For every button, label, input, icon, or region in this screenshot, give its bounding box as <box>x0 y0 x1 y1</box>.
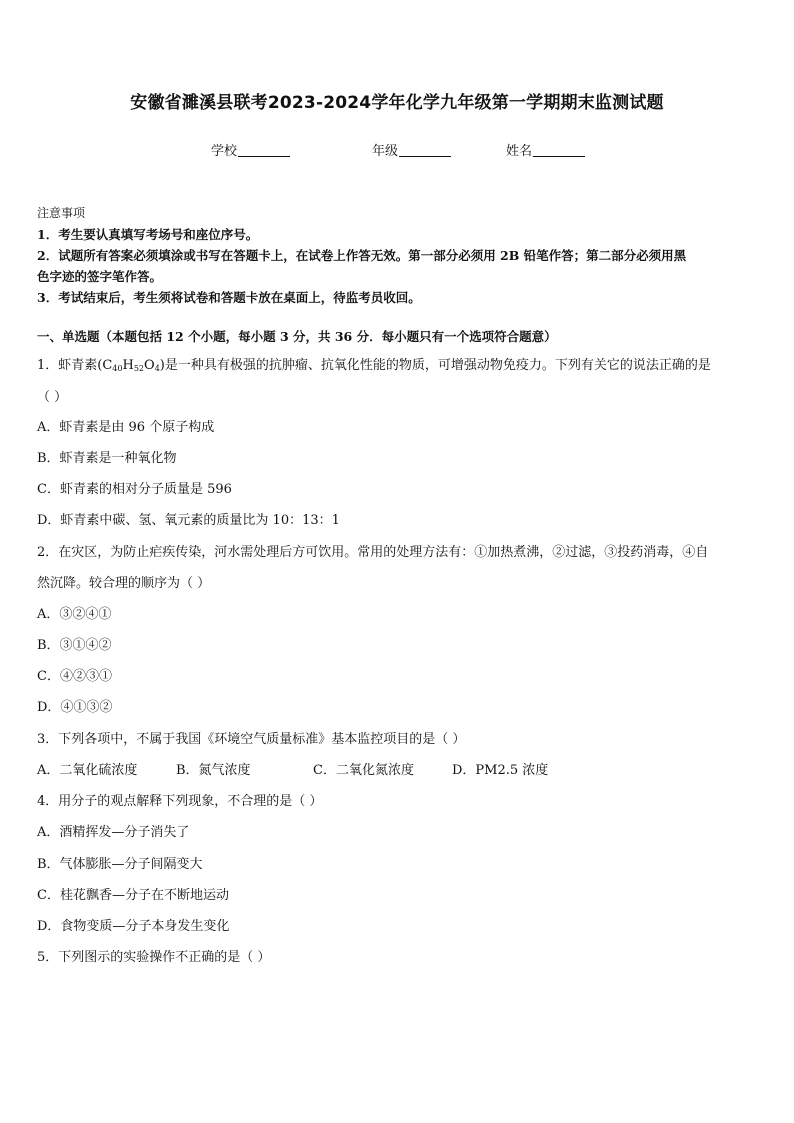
q2-option-d: D．④①③② <box>37 700 113 715</box>
question-2-stem-line2: 然沉降。较合理的顺序为（ ） <box>37 576 211 591</box>
name-blank <box>533 144 585 157</box>
question-2-stem-line1: 2．在灾区，为防止疟疾传染，河水需处理后方可饮用。常用的处理方法有：①加热煮沸，②过滤，③投药消毒，④自 <box>37 545 709 560</box>
q1-oxygen: O <box>144 358 155 373</box>
q4-option-b: B．气体膨胀—分子间隔变大 <box>37 857 203 872</box>
q2-option-c: C．④②③① <box>37 669 112 684</box>
q3-option-b: B．氮气浓度 <box>176 763 251 778</box>
q1-sub-carbon: 40 <box>112 364 123 373</box>
note-item: 2．试题所有答案必须填涂或书写在答题卡上，在试卷上作答无效。第一部分必须用 2B 铅笔作答；第二部分必须用黑 <box>37 248 687 263</box>
q3-option-a: A．二氧化硫浓度 <box>37 763 138 778</box>
school-field <box>211 140 290 159</box>
note-item: 色字迹的签字笔作答。 <box>37 269 163 284</box>
q1-option-b: B．虾青素是一种氧化物 <box>37 451 177 466</box>
q4-option-c: C．桂花飘香—分子在不断地运动 <box>37 888 229 903</box>
grade-blank <box>399 144 451 157</box>
q2-option-b: B．③①④② <box>37 638 112 653</box>
q2-option-a: A．③②④① <box>37 607 112 622</box>
question-1-paren: （ ） <box>37 390 68 405</box>
q3-option-c: C．二氧化氮浓度 <box>313 763 414 778</box>
q4-option-d: D．食物变质—分子本身发生变化 <box>37 919 230 934</box>
grade-label: 年级 <box>372 144 399 159</box>
school-label: 学校 <box>211 144 238 159</box>
q4-option-a: A．酒精挥发—分子消失了 <box>37 825 190 840</box>
grade-field <box>372 140 451 159</box>
q1-sub-hydrogen: 52 <box>133 364 145 373</box>
exam-title: 安徽省濉溪县联考2023-2024学年化学九年级第一学期期末监测试题 <box>130 93 664 113</box>
section1-heading: 一、单选题（本题包括 12 个小题，每小题 3 分，共 36 分．每小题只有一个选项符合题意） <box>37 329 557 344</box>
note-item: 1．考生要认真填写考场号和座位序号。 <box>37 227 259 242</box>
q1-option-a: A．虾青素是由 96 个原子构成 <box>37 420 215 435</box>
question-1-stem <box>37 354 711 373</box>
q1-sub-oxygen: 4 <box>154 364 160 373</box>
name-label: 姓名 <box>506 144 533 159</box>
question-3-stem: 3．下列各项中，不属于我国《环境空气质量标准》基本监控项目的是（ ） <box>37 732 466 747</box>
q1-hydrogen: H <box>122 358 134 373</box>
q1-prefix: 1．虾青素(C <box>37 358 113 373</box>
q3-option-d: D．PM2.5 浓度 <box>452 763 549 778</box>
name-field <box>506 140 585 159</box>
question-4-stem: 4．用分子的观点解释下列现象，不合理的是（ ） <box>37 794 323 809</box>
school-blank <box>238 144 290 157</box>
q1-option-d: D．虾青素中碳、氢、氧元素的质量比为 10：13：1 <box>37 513 340 528</box>
q1-option-c: C．虾青素的相对分子质量是 596 <box>37 482 232 497</box>
notes-heading: 注意事项 <box>37 206 86 220</box>
q1-suffix: )是一种具有极强的抗肿瘤、抗氧化性能的物质，可增强动物免疫力。下列有关它的说法正确的是 <box>159 358 711 373</box>
notes-block <box>37 203 759 308</box>
question-5-stem: 5．下列图示的实验操作不正确的是（ ） <box>37 950 271 965</box>
note-item: 3．考试结束后，考生须将试卷和答题卡放在桌面上，待监考员收回。 <box>37 290 421 305</box>
